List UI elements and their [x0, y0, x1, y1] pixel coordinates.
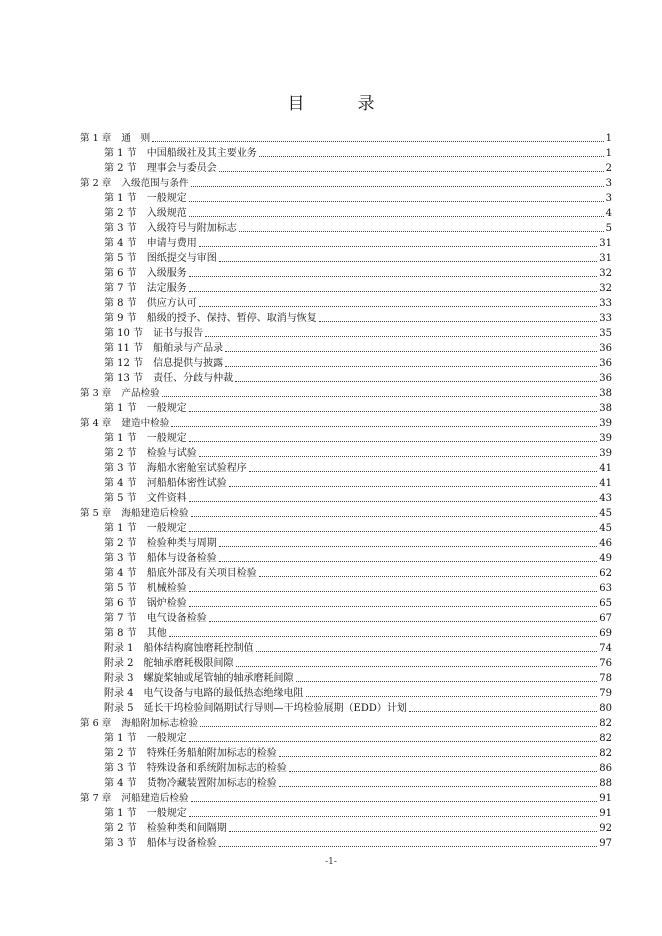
dot-leader [162, 396, 598, 397]
toc-entry-page: 43 [599, 493, 612, 504]
toc-entry-label [104, 283, 189, 295]
toc-chapter-entry[interactable] [0, 790, 662, 805]
toc-entry-number: 第 7 节 [104, 283, 137, 294]
toc-section-entry[interactable] [0, 145, 662, 160]
toc-entry-label [104, 238, 199, 250]
dot-leader [169, 636, 598, 637]
toc-entry-page: 91 [599, 793, 612, 804]
toc-entry-page: 45 [599, 508, 612, 519]
toc-entry-number: 第 4 节 [104, 478, 137, 489]
toc-entry-number: 第 12 节 [104, 358, 144, 369]
toc-entry-title: 一般规定 [146, 433, 187, 444]
dot-leader [239, 231, 604, 232]
toc-entry-label [104, 538, 219, 550]
toc-entry-title: 电气设备与电路的最低热态绝缘电阻 [143, 688, 304, 699]
toc-section-entry[interactable] [0, 475, 662, 490]
toc-entry-number: 附录 2 [104, 658, 134, 669]
toc-entry-label [104, 433, 189, 445]
toc-entry-title: 文件资料 [146, 493, 187, 504]
toc-entry-page: 88 [599, 778, 612, 789]
toc-entry-page: 38 [599, 403, 612, 414]
toc-entry-number: 附录 3 [104, 673, 134, 684]
toc-entry-title: 入级范围与条件 [121, 178, 189, 189]
toc-entry-title: 入级服务 [146, 268, 187, 279]
toc-entry-number: 第 1 节 [104, 808, 137, 819]
toc-entry-title: 供应方认可 [146, 298, 197, 309]
toc-entry-number: 第 3 节 [104, 223, 137, 234]
toc-entry-number: 第 2 节 [104, 538, 137, 549]
toc-entry-title: 图纸提交与审图 [146, 253, 217, 264]
toc-entry-page: 69 [599, 628, 612, 639]
toc-entry-number: 第 2 节 [104, 823, 137, 834]
toc-section-entry[interactable] [0, 205, 662, 220]
toc-entry-number: 附录 1 [104, 643, 134, 654]
toc-entry-number: 第 6 章 [80, 718, 112, 729]
toc-entry-title: 一般规定 [146, 733, 187, 744]
dot-leader [189, 276, 598, 277]
toc-entry-label [104, 553, 219, 565]
dot-leader [171, 426, 597, 427]
toc-entry-label [104, 838, 219, 850]
toc-entry-number: 第 1 节 [104, 193, 137, 204]
toc-section-entry[interactable] [0, 460, 662, 475]
toc-entry-title: 通 则 [121, 133, 151, 144]
dot-leader [279, 756, 598, 757]
toc-section-entry[interactable] [0, 220, 662, 235]
toc-entry-label [104, 358, 225, 370]
toc-entry-label [104, 148, 259, 160]
toc-entry-title: 船体与设备检验 [146, 838, 217, 849]
toc-entry-title: 中国船级社及其主要业务 [146, 148, 257, 159]
dot-leader [191, 516, 598, 517]
toc-section-entry[interactable] [0, 310, 662, 325]
toc-entry-page: 65 [599, 598, 612, 609]
toc-section-entry[interactable] [0, 445, 662, 460]
toc-entry-page: 45 [599, 523, 612, 534]
toc-entry-number: 第 7 章 [80, 793, 112, 804]
toc-section-entry[interactable] [0, 280, 662, 295]
dot-leader [409, 711, 597, 712]
toc-section-entry[interactable] [0, 760, 662, 775]
toc-entry-label [104, 493, 189, 505]
toc-entry-page: 1 [605, 148, 612, 159]
toc-entry-title: 特殊任务船舶附加标志的检验 [146, 748, 277, 759]
dot-leader [219, 561, 598, 562]
toc-entry-number: 第 3 节 [104, 838, 137, 849]
toc-entry-label [80, 133, 152, 145]
toc-entry-label [104, 823, 229, 835]
toc-entry-page: 78 [599, 673, 612, 684]
dot-leader [306, 696, 598, 697]
toc-entry-number: 第 9 节 [104, 313, 137, 324]
toc-entry-page: 63 [599, 583, 612, 594]
toc-entry-label [104, 658, 236, 670]
dot-leader [199, 456, 598, 457]
toc-entry-label [80, 508, 191, 520]
toc-entry-label [104, 598, 189, 610]
toc-section-entry[interactable] [0, 580, 662, 595]
toc-entry-label [80, 178, 191, 190]
toc-entry-number: 第 5 章 [80, 508, 112, 519]
dot-leader [189, 216, 604, 217]
toc-entry-title: 船级的授予、保持、暂停、取消与恢复 [146, 313, 317, 324]
dot-leader [289, 771, 598, 772]
dot-leader [152, 141, 603, 142]
dot-leader [296, 681, 598, 682]
toc-entry-number: 第 5 节 [104, 253, 137, 264]
dot-leader [319, 321, 598, 322]
toc-entry-number: 第 6 节 [104, 598, 137, 609]
dot-leader [189, 441, 598, 442]
toc-entry-label [104, 253, 219, 265]
toc-section-entry[interactable] [0, 835, 662, 850]
toc-entry-number: 第 7 节 [104, 613, 137, 624]
toc-entry-label [104, 778, 279, 790]
dot-leader [219, 546, 598, 547]
toc-entry-page: 38 [599, 388, 612, 399]
toc-entry-title: 货物冷藏装置附加标志的检验 [146, 778, 277, 789]
toc-section-entry[interactable] [0, 685, 662, 700]
toc-entry-label [104, 313, 319, 325]
dot-leader [189, 201, 604, 202]
toc-entry-page: 39 [599, 433, 612, 444]
toc-entry-title: 检验种类与周期 [146, 538, 217, 549]
toc-entry-label [104, 643, 256, 655]
toc-entry-label [104, 628, 169, 640]
dot-leader [279, 786, 598, 787]
toc-entry-label [104, 403, 189, 415]
toc-entry-title: 建造中检验 [121, 418, 170, 429]
toc-entry-number: 第 1 章 [80, 133, 112, 144]
toc-entry-number: 第 5 节 [104, 583, 137, 594]
toc-entry-number: 第 2 章 [80, 178, 112, 189]
toc-entry-number: 第 2 节 [104, 163, 137, 174]
toc-entry-number: 第 2 节 [104, 748, 137, 759]
toc-chapter-entry[interactable] [0, 130, 662, 145]
toc-entry-title: 电气设备检验 [146, 613, 207, 624]
toc-section-entry[interactable] [0, 490, 662, 505]
dot-leader [205, 336, 597, 337]
toc-entry-label [104, 223, 239, 235]
dot-leader [219, 171, 604, 172]
toc-entry-label [104, 568, 259, 580]
toc-entry-label [104, 478, 229, 490]
toc-entry-page: 49 [599, 553, 612, 564]
toc-entry-label [104, 268, 189, 280]
toc-entry-title: 检验与试验 [146, 448, 197, 459]
toc-entry-page: 92 [599, 823, 612, 834]
toc-chapter-entry[interactable] [0, 415, 662, 430]
toc-entry-page: 1 [605, 133, 612, 144]
toc-entry-title: 河船船体密性试验 [146, 478, 227, 489]
dot-leader [189, 591, 598, 592]
toc-entry-label [104, 328, 205, 340]
toc-section-entry[interactable] [0, 235, 662, 250]
toc-entry-number: 附录 5 [104, 703, 134, 714]
toc-entry-label [104, 193, 189, 205]
toc-entry-page: 31 [599, 238, 612, 249]
toc-chapter-entry[interactable] [0, 175, 662, 190]
dot-leader [225, 366, 597, 367]
toc-entry-number: 第 3 节 [104, 463, 137, 474]
toc-section-entry[interactable] [0, 355, 662, 370]
toc-section-entry[interactable] [0, 325, 662, 340]
toc-entry-page: 39 [599, 448, 612, 459]
dot-leader [191, 801, 598, 802]
dot-leader [199, 246, 598, 247]
toc-entry-page: 67 [599, 613, 612, 624]
toc-entry-page: 76 [599, 658, 612, 669]
toc-entry-label [104, 763, 289, 775]
toc-section-entry[interactable] [0, 640, 662, 655]
toc-entry-number: 第 4 节 [104, 778, 137, 789]
toc-entry-title: 河船建造后检验 [121, 793, 189, 804]
dot-leader [236, 666, 598, 667]
toc-entry-number: 附录 4 [104, 688, 134, 699]
toc-section-entry[interactable] [0, 655, 662, 670]
toc-entry-page: 82 [599, 748, 612, 759]
toc-entry-label [80, 418, 171, 430]
toc-section-entry[interactable] [0, 550, 662, 565]
toc-section-entry[interactable] [0, 250, 662, 265]
toc-entry-page: 79 [599, 688, 612, 699]
toc-entry-number: 第 8 节 [104, 628, 137, 639]
toc-entry-page: 3 [605, 193, 612, 204]
toc-entry-title: 海船水密舱室试验程序 [146, 463, 247, 474]
toc-entry-page: 35 [599, 328, 612, 339]
toc-section-entry[interactable] [0, 730, 662, 745]
toc-entry-page: 32 [599, 283, 612, 294]
toc-entry-page: 97 [599, 838, 612, 849]
toc-entry-title: 一般规定 [146, 193, 187, 204]
toc-entry-page: 74 [599, 643, 612, 654]
toc-entry-label [104, 373, 235, 385]
toc-entry-title: 责任、分歧与仲裁 [153, 373, 234, 384]
toc-section-entry[interactable] [0, 190, 662, 205]
toc-entry-page: 3 [605, 178, 612, 189]
toc-entry-page: 80 [599, 703, 612, 714]
toc-entry-number: 第 11 节 [104, 343, 144, 354]
toc-entry-label [104, 343, 225, 355]
toc-entry-number: 第 4 节 [104, 568, 137, 579]
dot-leader [259, 156, 604, 157]
toc-entry-page: 36 [599, 358, 612, 369]
dot-leader [209, 621, 598, 622]
toc-entry-title: 锅炉检验 [146, 598, 187, 609]
dot-leader [189, 411, 598, 412]
toc-entry-label [104, 448, 199, 460]
toc-entry-title: 理事会与委员会 [146, 163, 217, 174]
toc-entry-label [80, 388, 162, 400]
toc-entry-number: 第 6 节 [104, 268, 137, 279]
toc-entry-title: 其他 [146, 628, 167, 639]
toc-entry-page: 31 [599, 253, 612, 264]
toc-section-entry[interactable] [0, 295, 662, 310]
dot-leader [189, 531, 598, 532]
toc-entry-title: 一般规定 [146, 403, 187, 414]
toc-entry-page: 86 [599, 763, 612, 774]
dot-leader [259, 576, 598, 577]
toc-entry-label [104, 613, 209, 625]
toc-entry-title: 船底外部及有关项目检验 [146, 568, 257, 579]
dot-leader [199, 306, 598, 307]
toc-entry-page: 2 [605, 163, 612, 174]
toc-entry-page: 5 [605, 223, 612, 234]
toc-entry-number: 第 4 章 [80, 418, 112, 429]
toc-entry-number: 第 1 节 [104, 523, 137, 534]
toc-entry-title: 船舶录与产品录 [153, 343, 224, 354]
toc-entry-title: 船体与设备检验 [146, 553, 217, 564]
toc-section-entry[interactable] [0, 400, 662, 415]
toc-entry-page: 36 [599, 343, 612, 354]
toc-entry-label [104, 523, 189, 535]
toc-entry-title: 入级规范 [146, 208, 187, 219]
toc-entry-number: 第 3 章 [80, 388, 112, 399]
toc-entry-page: 91 [599, 808, 612, 819]
toc-section-entry[interactable] [0, 805, 662, 820]
toc-entry-number: 第 10 节 [104, 328, 144, 339]
toc-entry-label [104, 703, 409, 715]
dot-leader [249, 471, 598, 472]
toc-entry-title: 舵轴承磨耗极限间隙 [143, 658, 234, 669]
toc-section-entry[interactable] [0, 340, 662, 355]
toc-section-entry[interactable] [0, 370, 662, 385]
toc-entry-title: 产品检验 [121, 388, 160, 399]
toc-chapter-entry[interactable] [0, 715, 662, 730]
dot-leader [200, 726, 597, 727]
toc-section-entry[interactable] [0, 565, 662, 580]
toc-entry-page: 82 [599, 733, 612, 744]
toc-entry-title: 信息提供与披露 [153, 358, 224, 369]
toc-entry-label [80, 718, 200, 730]
toc-entry-number: 第 1 节 [104, 148, 137, 159]
dot-leader [256, 651, 598, 652]
toc-entry-label [104, 733, 189, 745]
toc-entry-title: 一般规定 [146, 523, 187, 534]
toc-entry-label [104, 673, 296, 685]
toc-section-entry[interactable] [0, 610, 662, 625]
toc-section-entry[interactable] [0, 820, 662, 835]
toc-entry-number: 第 13 节 [104, 373, 144, 384]
toc-section-entry[interactable] [0, 265, 662, 280]
toc-entry-number: 第 5 节 [104, 493, 137, 504]
dot-leader [219, 846, 598, 847]
toc-entry-page: 41 [599, 478, 612, 489]
toc-chapter-entry[interactable] [0, 505, 662, 520]
toc-entry-number: 第 2 节 [104, 448, 137, 459]
toc-entry-page: 62 [599, 568, 612, 579]
toc-entry-title: 一般规定 [146, 808, 187, 819]
toc-entry-title: 入级符号与附加标志 [146, 223, 237, 234]
toc-entry-label [104, 583, 189, 595]
toc-entry-title: 检验种类和间隔期 [146, 823, 227, 834]
toc-entry-title: 特殊设备和系统附加标志的检验 [146, 763, 287, 774]
toc-entry-number: 第 3 节 [104, 553, 137, 564]
dot-leader [219, 261, 598, 262]
toc-entry-label [104, 688, 306, 700]
toc-section-entry[interactable] [0, 745, 662, 760]
toc-entry-title: 证书与报告 [153, 328, 204, 339]
dot-leader [189, 606, 598, 607]
toc-entry-number: 第 2 节 [104, 208, 137, 219]
toc-entry-label [80, 793, 191, 805]
dot-leader [189, 501, 598, 502]
toc-entry-label [104, 298, 199, 310]
toc-entry-label [104, 163, 219, 175]
toc-section-entry[interactable] [0, 595, 662, 610]
dot-leader [189, 291, 598, 292]
dot-leader [189, 741, 598, 742]
toc-section-entry[interactable] [0, 160, 662, 175]
toc-section-entry[interactable] [0, 670, 662, 685]
toc-entry-number: 第 1 节 [104, 403, 137, 414]
toc-section-entry[interactable] [0, 775, 662, 790]
toc-entry-page: 33 [599, 313, 612, 324]
toc-entry-page: 36 [599, 373, 612, 384]
toc-entry-title: 海船附加标志检验 [121, 718, 199, 729]
toc-entry-label [104, 748, 279, 760]
page-number-footer: -1- [325, 857, 337, 867]
toc-entry-page: 4 [605, 208, 612, 219]
toc-entry-page: 33 [599, 298, 612, 309]
dot-leader [189, 816, 598, 817]
toc-entry-label [104, 808, 189, 820]
toc-entry-page: 32 [599, 268, 612, 279]
toc-chapter-entry[interactable] [0, 385, 662, 400]
toc-entry-number: 第 8 节 [104, 298, 137, 309]
toc-entry-page: 82 [599, 718, 612, 729]
toc-entry-page: 46 [599, 538, 612, 549]
toc-entry-title: 申请与费用 [146, 238, 197, 249]
toc-section-entry[interactable] [0, 520, 662, 535]
toc-entry-page: 39 [599, 418, 612, 429]
toc-entry-title: 延长干坞检验间隔期试行导则—干坞检验展期（EDD）计划 [143, 703, 407, 714]
dot-leader [225, 351, 597, 352]
toc-section-entry[interactable] [0, 430, 662, 445]
dot-leader [191, 186, 604, 187]
toc-entry-label [104, 463, 249, 475]
dot-leader [229, 831, 598, 832]
toc-entry-title: 机械检验 [146, 583, 187, 594]
toc-entry-number: 第 1 节 [104, 433, 137, 444]
dot-leader [229, 486, 598, 487]
toc-entry-title: 海船建造后检验 [121, 508, 189, 519]
toc-entry-number: 第 3 节 [104, 763, 137, 774]
toc-section-entry[interactable] [0, 625, 662, 640]
page-title: 目 录 [287, 94, 393, 114]
toc-entry-title: 法定服务 [146, 283, 187, 294]
toc-entry-title: 螺旋桨轴或尾管轴的轴承磨耗间隙 [143, 673, 294, 684]
toc-section-entry[interactable] [0, 535, 662, 550]
dot-leader [235, 381, 597, 382]
toc-section-entry[interactable] [0, 700, 662, 715]
toc-entry-page: 41 [599, 463, 612, 474]
toc-entry-number: 第 4 节 [104, 238, 137, 249]
toc-entry-title: 船体结构腐蚀磨耗控制值 [143, 643, 254, 654]
toc-entry-label [104, 208, 189, 220]
toc-entry-number: 第 1 节 [104, 733, 137, 744]
